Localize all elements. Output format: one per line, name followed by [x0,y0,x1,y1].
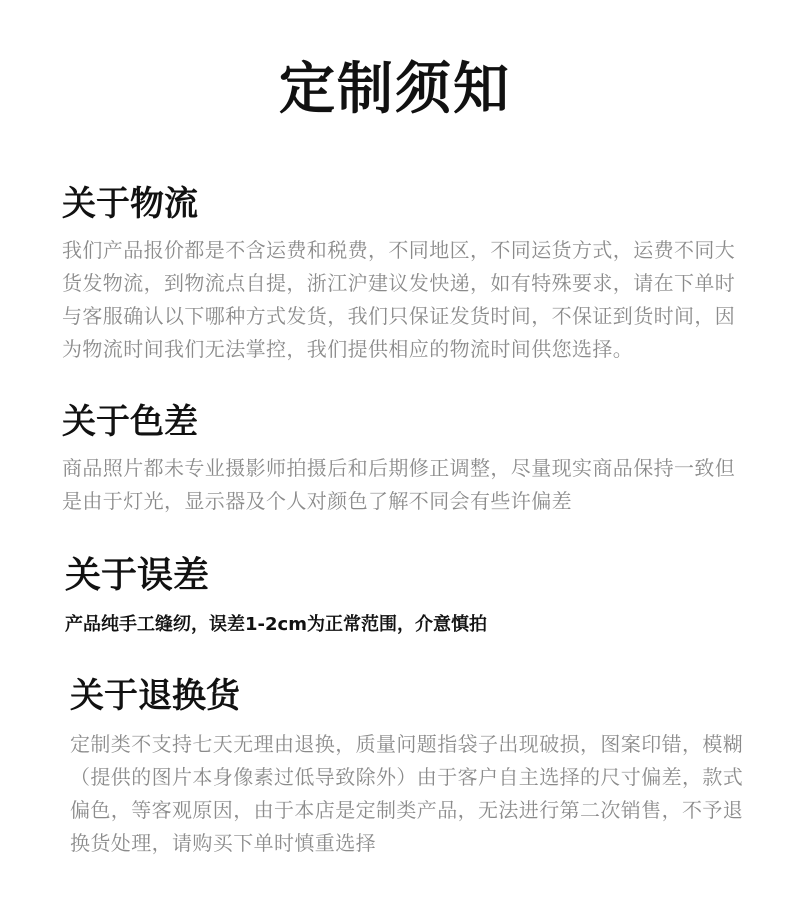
section-heading-logistics: 关于物流 [62,184,198,224]
section-color-difference [62,402,738,518]
section-heading-color-difference: 关于色差 [62,402,198,442]
section-heading-size-error: 关于误差 [65,555,210,596]
section-body-returns: 定制类不支持七天无理由退换，质量问题指袋子出现破损，图案印错，模糊（提供的图片本身像素过低导致除外）由于客户自主选择的尺寸偏差，款式偏色，等客观原因，由于本店是定制类产品，无法进行第二次销售，不予退换货处理，请购买下单时慎重选择 [70,732,744,855]
section-size-error [65,556,741,638]
section-body-logistics: 我们产品报价都是不含运费和税费，不同地区，不同运货方式，运费不同大货发物流，到物流点自提，浙江沪建议发快递，如有特殊要求，请在下单时与客服确认以下哪种方式发货，我们只保证发货时间，不保证到货时间，因为物流时间我们无法掌控，我们提供相应的物流时间供您选择。 [62,238,736,361]
page-title: 定制须知 [279,57,511,122]
section-body-color-difference: 商品照片都未专业摄影师拍摄后和后期修正调整，尽量现实商品保持一致但是由于灯光，显示器及个人对颜色了解不同会有些许偏差 [62,456,736,513]
section-logistics [62,184,738,366]
section-body-size-error: 产品纯手工缝纫，误差1-2cm为正常范围，介意慎拍 [65,614,487,635]
section-returns [70,676,746,860]
section-heading-returns: 关于退换货 [70,676,240,716]
